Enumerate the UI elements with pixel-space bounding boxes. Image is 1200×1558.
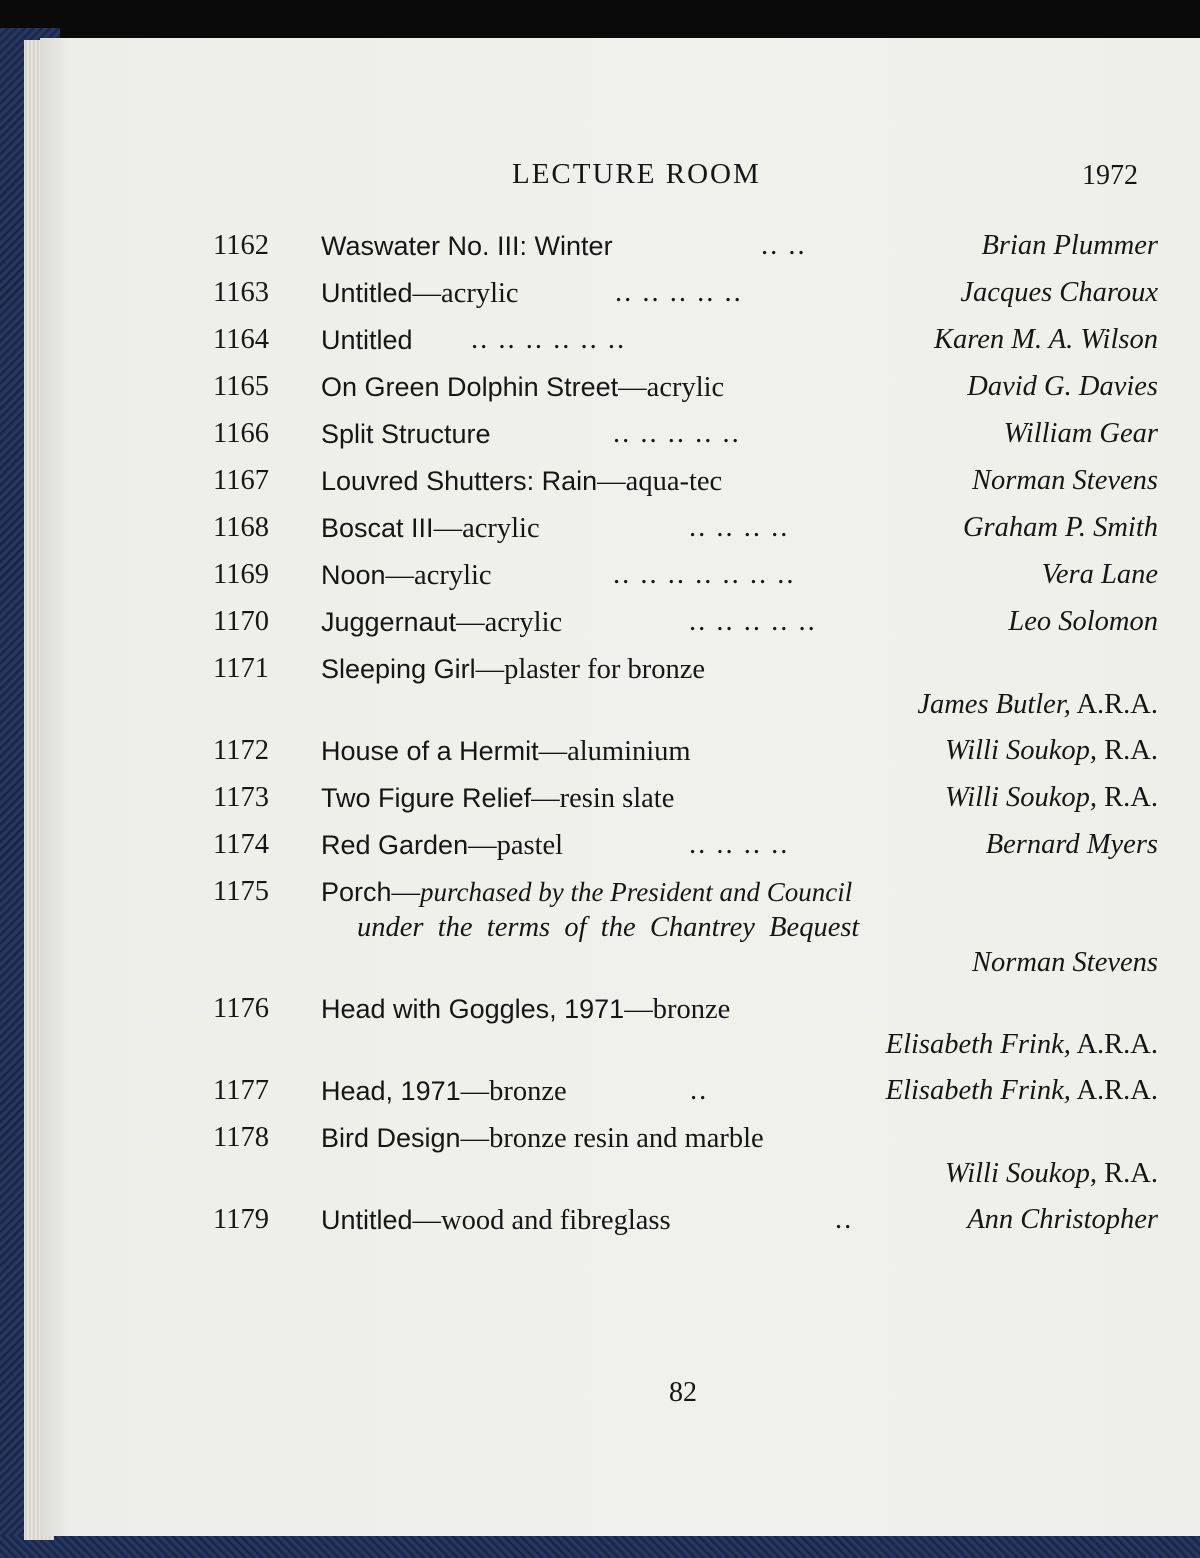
catalogue-entry-continuation [213, 908, 1158, 948]
catalogue-entry [213, 367, 1158, 407]
catalogue-entry [213, 1118, 1158, 1158]
entry-artist: Norman Stevens [971, 465, 1158, 496]
entry-title: Louvred Shutters: Rain—aqua-tec [321, 466, 723, 497]
entry-number: 1178 [213, 1122, 269, 1153]
catalogue-entry [213, 1200, 1158, 1240]
catalogue-entry [213, 414, 1158, 454]
catalogue-entry [213, 273, 1158, 313]
entry-artist: Elisabeth Frink, A.R.A. [885, 1029, 1158, 1060]
entry-artist: Norman Stevens [971, 947, 1158, 978]
catalogue-entry [213, 649, 1158, 689]
catalogue-entry [213, 778, 1158, 818]
entry-artist: Willi Soukop, R.A. [945, 735, 1158, 766]
entry-title: Boscat III—acrylic [321, 513, 540, 544]
entry-artist: Ann Christopher [967, 1204, 1158, 1235]
entry-artist: Willi Soukop, R.A. [945, 782, 1158, 813]
entry-title: Waswater No. III: Winter [321, 231, 613, 261]
entry-title: On Green Dolphin Street—acrylic [321, 372, 725, 403]
entry-title: Red Garden—pastel [321, 830, 564, 861]
leader-dots: .. .. .. .. .. .. [471, 324, 627, 355]
entry-number: 1172 [213, 735, 269, 766]
entry-artist: Karen M. A. Wilson [933, 324, 1158, 355]
entry-number: 1165 [213, 371, 269, 402]
entry-artist: Willi Soukop, R.A. [945, 1158, 1158, 1189]
catalogue-entry [213, 731, 1158, 771]
entry-number: 1166 [213, 418, 269, 449]
entry-artist: David G. Davies [967, 371, 1158, 402]
purchase-note-line-1: purchased by the President and Council [420, 877, 853, 907]
catalogue-year: 1972 [1082, 160, 1138, 191]
entry-title: Two Figure Relief—resin slate [321, 783, 675, 814]
entry-artist: Leo Solomon [1008, 606, 1158, 637]
entry-number: 1175 [213, 876, 269, 907]
entry-title: Sleeping Girl—plaster for bronze [321, 654, 706, 685]
section-title: LECTURE ROOM [512, 158, 761, 190]
entry-artist: Graham P. Smith [962, 512, 1158, 543]
entry-title: Porch—purchased by the President and Council [321, 877, 853, 908]
entry-number: 1163 [213, 277, 269, 308]
leader-dots: .. .. .. .. .. .. .. [613, 559, 796, 590]
purchase-note-line-2: under the terms of the Chantrey Bequest [357, 912, 860, 943]
entry-title: Untitled—wood and fibreglass [321, 1205, 671, 1236]
leader-dots: .. .. .. .. [689, 829, 790, 860]
entry-artist: Jacques Charoux [960, 277, 1158, 308]
catalogue-entry [213, 461, 1158, 501]
catalogue-entry [213, 320, 1158, 360]
leader-dots: .. .. [761, 230, 807, 261]
entry-number: 1171 [213, 653, 269, 684]
entry-title: Head, 1971—bronze [321, 1076, 567, 1107]
leader-dots: .. [835, 1204, 854, 1235]
catalogue-entry-continuation [213, 685, 1158, 725]
catalogue-entry [213, 508, 1158, 548]
entry-number: 1176 [213, 993, 269, 1024]
entry-number: 1179 [213, 1204, 269, 1235]
entry-number: 1168 [213, 512, 269, 543]
entry-number: 1169 [213, 559, 269, 590]
book-cover-bottom [0, 1536, 1200, 1558]
catalogue-entry [213, 989, 1158, 1029]
entry-number: 1174 [213, 829, 269, 860]
leader-dots: .. .. .. .. .. [613, 418, 741, 449]
catalogue-entry [213, 872, 1158, 912]
catalogue-entry-continuation [213, 1025, 1158, 1065]
entry-title: Split Structure [321, 419, 491, 449]
entry-artist: Bernard Myers [985, 829, 1158, 860]
catalogue-entry-continuation [213, 943, 1158, 983]
entry-number: 1162 [213, 230, 269, 261]
entry-artist: Vera Lane [1041, 559, 1158, 590]
leader-dots: .. .. .. .. .. [615, 277, 743, 308]
entry-number: 1177 [213, 1075, 269, 1106]
entry-number: 1167 [213, 465, 269, 496]
entry-title: Head with Goggles, 1971—bronze [321, 994, 731, 1025]
catalogue-entry-continuation [213, 1154, 1158, 1194]
entry-title: Noon—acrylic [321, 560, 492, 591]
catalogue-entry [213, 825, 1158, 865]
page-number: 82 [669, 1377, 697, 1408]
leader-dots: .. .. .. .. [689, 512, 790, 543]
entry-title: Untitled—acrylic [321, 278, 519, 309]
leader-dots: .. .. .. .. .. [689, 606, 817, 637]
entry-artist: James Butler, A.R.A. [917, 689, 1158, 720]
leader-dots: .. [690, 1075, 709, 1106]
entry-number: 1173 [213, 782, 269, 813]
entry-number: 1164 [213, 324, 269, 355]
catalogue-entry [213, 602, 1158, 642]
entry-title: Bird Design—bronze resin and marble [321, 1123, 764, 1154]
catalogue-entry [213, 1071, 1158, 1111]
catalogue-entry [213, 226, 1158, 266]
entry-number: 1170 [213, 606, 269, 637]
catalogue-entry [213, 555, 1158, 595]
entry-artist: Brian Plummer [981, 230, 1158, 261]
entry-title: House of a Hermit—aluminium [321, 736, 691, 767]
entry-artist: Elisabeth Frink, A.R.A. [885, 1075, 1158, 1106]
entry-artist: William Gear [1003, 418, 1158, 449]
entry-title: Untitled [321, 325, 413, 355]
entry-title: Juggernaut—acrylic [321, 607, 563, 638]
